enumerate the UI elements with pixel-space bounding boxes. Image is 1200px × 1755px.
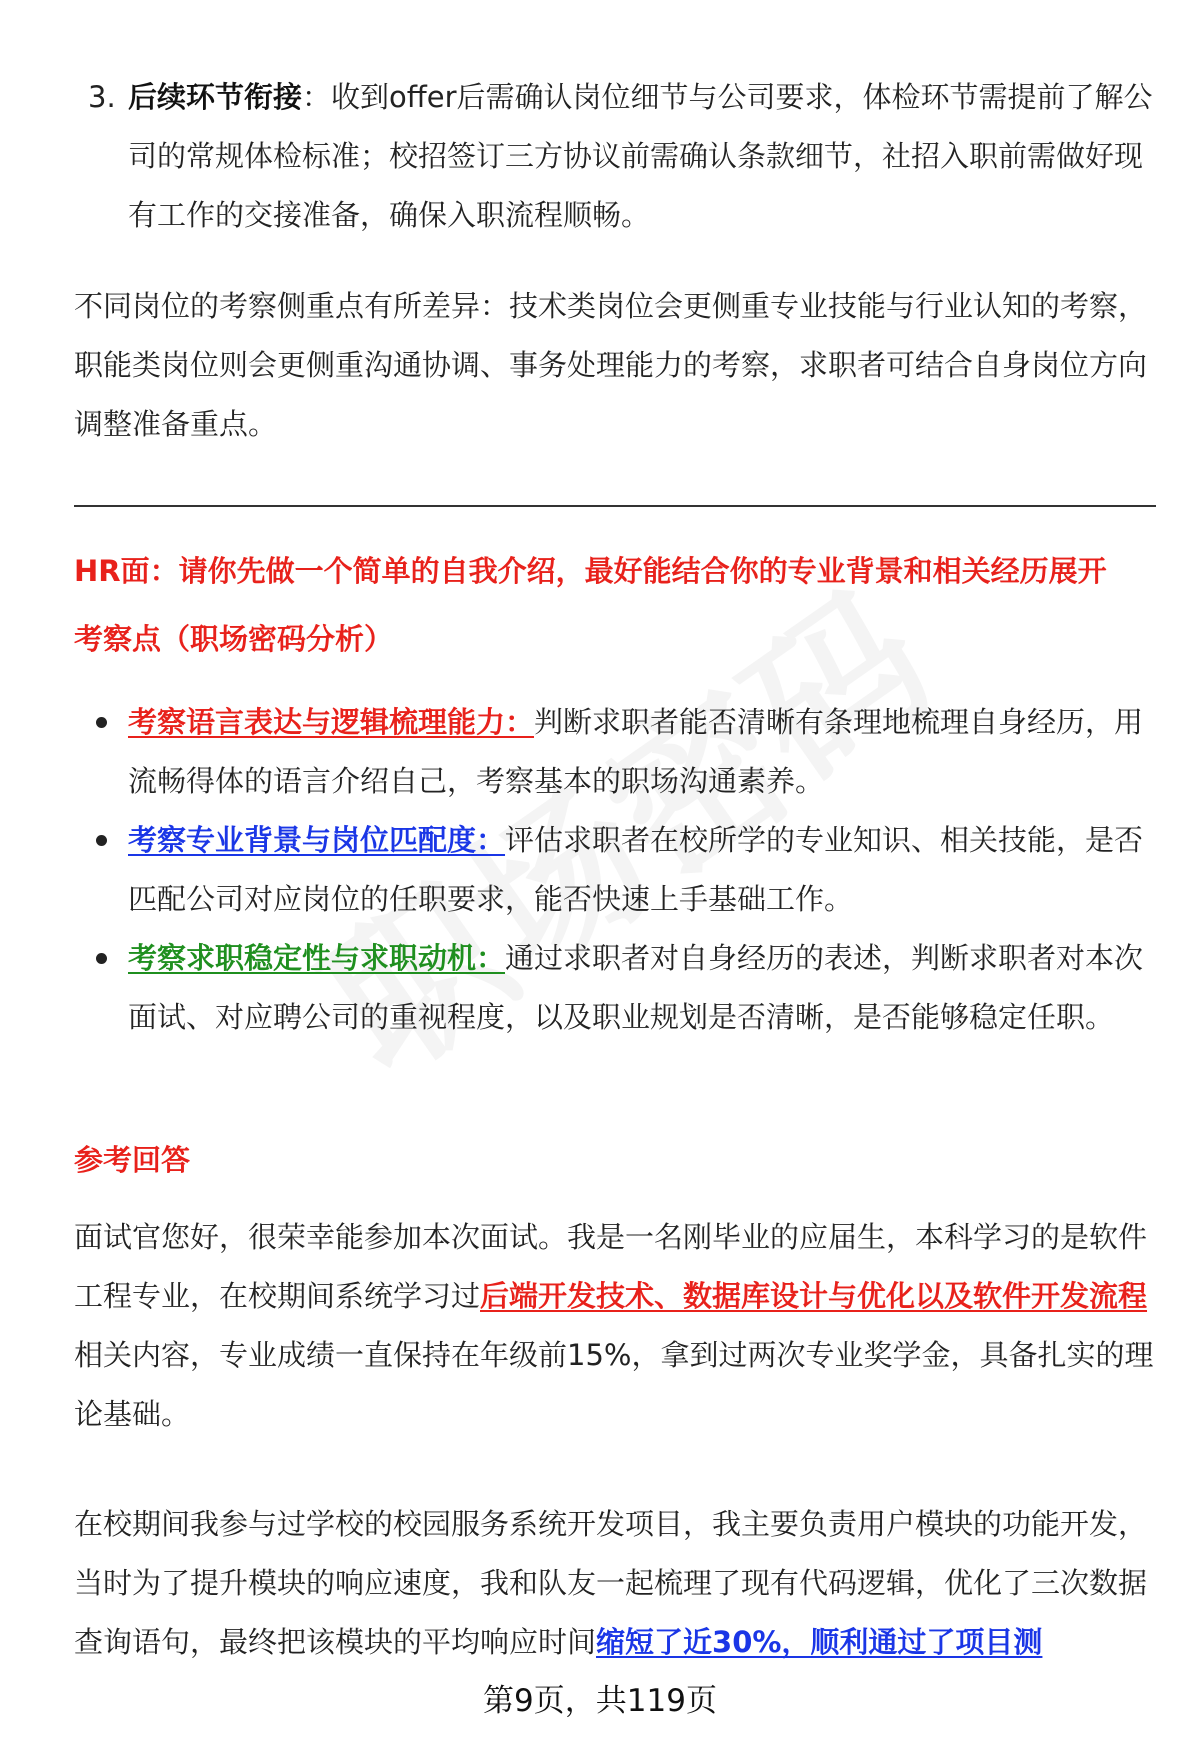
bullet-dot-icon <box>96 717 107 728</box>
bullet-dot-icon <box>96 953 107 964</box>
answer-highlight: 后端开发技术、数据库设计与优化以及软件开发流程 <box>480 1279 1148 1313</box>
list-item-title: 后续环节衔接 <box>128 80 303 114</box>
answer-text: 在校期间我参与过学校的校园服务系统开发项目，我主要负责用户模块的功能开发，当时为了提升模块的响应速度，我和队友一起梳理了现有代码逻辑，优化了三次数据查询语句，最终把该模块的平均响应时间 <box>74 1507 1148 1659</box>
paragraph-difference: 不同岗位的考察侧重点有所差异：技术类岗位会更侧重专业技能与行业认知的考察，职能类岗位则会更侧重沟通协调、事务处理能力的考察，求职者可结合自身岗位方向调整准备重点。 <box>74 289 1148 441</box>
reference-answer-title: 参考回答 <box>74 1143 191 1177</box>
answer-text: 面试官您好，很荣幸能参加本次面试。我是一名刚毕业的应届生，本科学习的是软件工程专业，在校期间系统学习过 <box>74 1220 1148 1313</box>
analysis-bullet-list <box>88 693 1158 1047</box>
bullet-keyword: 考察专业背景与岗位匹配度： <box>128 823 506 857</box>
bullet-keyword: 考察求职稳定性与求职动机： <box>128 941 506 975</box>
list-item-3 <box>88 68 1158 245</box>
list-item <box>88 929 1158 1047</box>
bullet-keyword: 考察语言表达与逻辑梳理能力： <box>128 705 535 739</box>
page-footer: 第9页，共119页 <box>483 1683 717 1719</box>
bullet-text: 评估求职者在校所学的专业知识、相关技能，是否匹配公司对应岗位的任职要求，能否快速上手基础工作。 <box>128 823 1144 916</box>
bullet-dot-icon <box>96 835 107 846</box>
answer-paragraph-1 <box>74 1208 1154 1444</box>
list-item <box>88 811 1158 929</box>
analysis-title: 考察点（职场密码分析） <box>74 622 394 656</box>
list-item-text: ：收到offer后需确认岗位细节与公司要求，体检环节需提前了解公司的常规体检标准；校招签订三方协议前需确认条款细节，社招入职前需做好现有工作的交接准备，确保入职流程顺畅。 <box>128 80 1153 232</box>
list-number: 3. <box>88 80 116 114</box>
answer-highlight: 缩短了近30%，顺利通过了项目测 <box>596 1625 1043 1659</box>
interview-question: HR面：请你先做一个简单的自我介绍，最好能结合你的专业背景和相关经历展开 <box>74 554 1107 588</box>
answer-text: 相关内容，专业成绩一直保持在年级前15%，拿到过两次专业奖学金，具备扎实的理论基础。 <box>74 1338 1154 1431</box>
horizontal-divider <box>74 505 1156 507</box>
bullet-text: 判断求职者能否清晰有条理地梳理自身经历，用流畅得体的语言介绍自己，考察基本的职场沟通素养。 <box>128 705 1144 798</box>
answer-paragraph-2 <box>74 1495 1154 1672</box>
list-item <box>88 693 1158 811</box>
bullet-text: 通过求职者对自身经历的表述，判断求职者对本次面试、对应聘公司的重视程度，以及职业规划是否清晰，是否能够稳定任职。 <box>128 941 1144 1034</box>
list-item-body <box>128 68 1158 245</box>
